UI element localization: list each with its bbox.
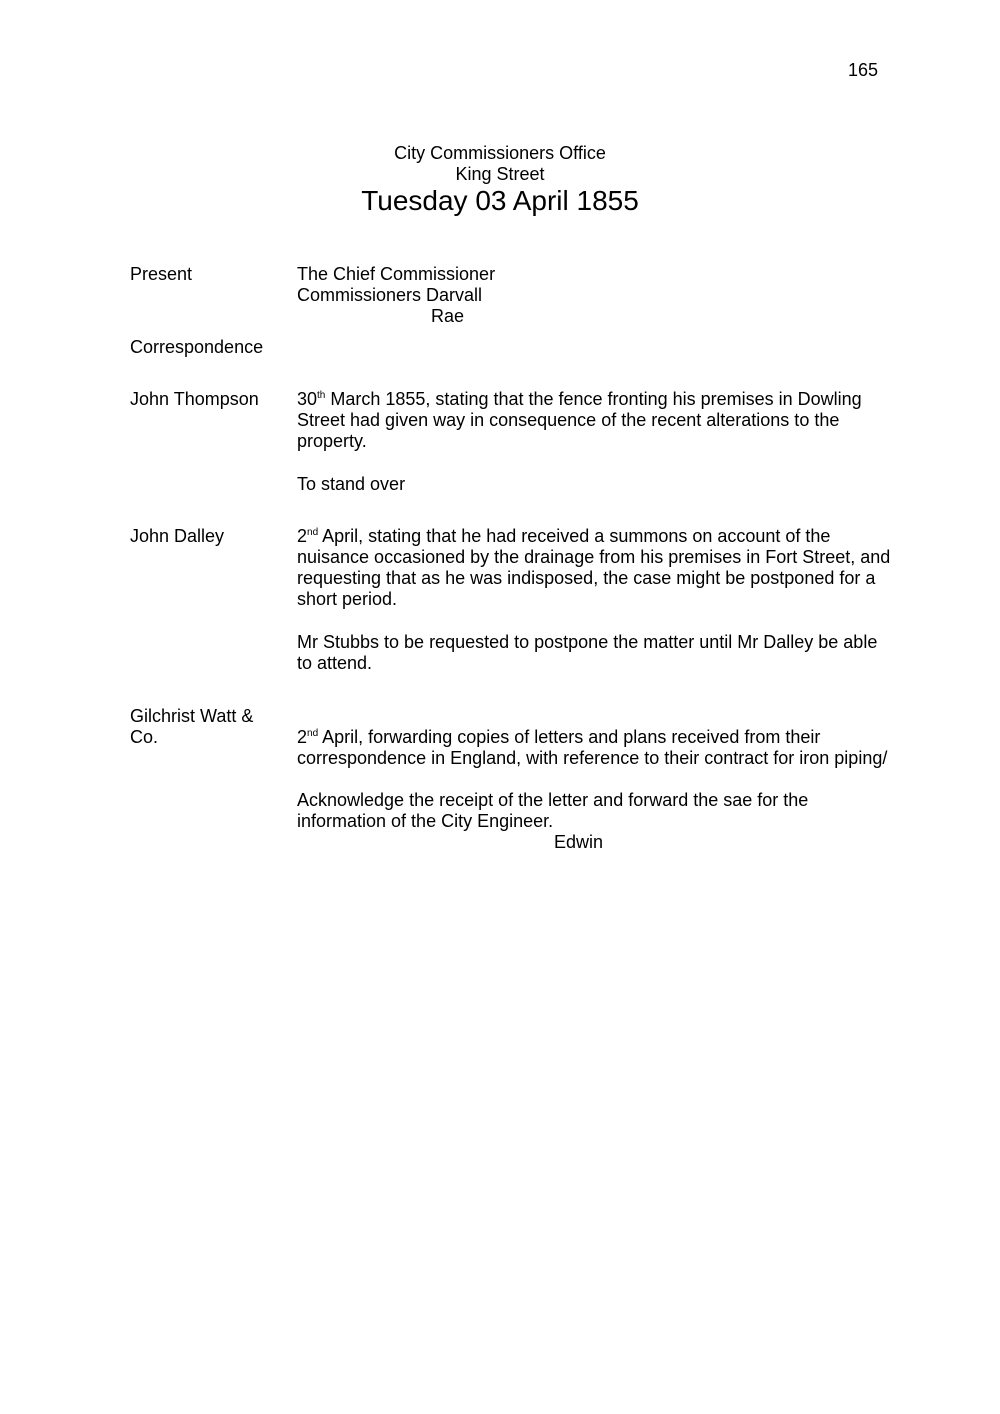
letter-day: 30 — [297, 389, 318, 409]
resolution-line: Mr Stubbs to be requested to postpone the matter until Mr Dalley be able — [297, 632, 878, 652]
letter-day: 2 — [297, 526, 308, 546]
letter-line-text: April, forwarding copies of letters and plans received from their — [318, 727, 821, 747]
correspondent-name: Gilchrist Watt & — [130, 706, 254, 726]
correspondent-name: John Dalley — [130, 526, 225, 546]
page-number: 165 — [847, 60, 878, 80]
letter-line: nuisance occasioned by the drainage from his premises in Fort Street, and — [297, 547, 891, 567]
resolution-line: information of the City Engineer. — [297, 811, 554, 831]
letter-line-text: April, stating that he had received a summons on account of the — [318, 526, 831, 546]
present-line-2: Commissioners Darvall — [297, 285, 483, 305]
signature: Edwin — [554, 832, 604, 852]
office-heading: City Commissioners Office — [394, 143, 606, 163]
letter-line: correspondence in England, with reference to their contract for iron piping/ — [297, 748, 888, 768]
letter-day-suffix: nd — [307, 728, 319, 739]
letter-line: requesting that as he was indisposed, the case might be postponed for a — [297, 568, 876, 588]
correspondent-name: John Thompson — [130, 389, 259, 409]
letter-day-suffix: nd — [307, 527, 319, 538]
letter-line: Street had given way in consequence of the recent alterations to the — [297, 410, 840, 430]
letter-line: property. — [297, 431, 367, 451]
present-line-1: The Chief Commissioner — [297, 264, 496, 284]
resolution-line: to attend. — [297, 653, 373, 673]
meeting-date: Tuesday 03 April 1855 — [361, 185, 639, 216]
section-label-correspondence: Correspondence — [130, 337, 264, 357]
letter-line — [297, 389, 922, 410]
letter-day-suffix: th — [317, 390, 326, 401]
present-line-3: Rae — [431, 306, 465, 326]
letter-line — [297, 526, 922, 547]
present-label: Present — [130, 264, 193, 284]
correspondent-name: Co. — [130, 727, 159, 747]
letter-line: short period. — [297, 589, 398, 609]
street-heading: King Street — [455, 164, 545, 184]
resolution-line: Acknowledge the receipt of the letter and forward the sae for the — [297, 790, 809, 810]
letter-line-text: March 1855, stating that the fence fronting his premises in Dowling — [325, 389, 862, 409]
letter-day: 2 — [297, 727, 308, 747]
resolution-line: To stand over — [297, 474, 406, 494]
letter-line — [297, 727, 922, 748]
